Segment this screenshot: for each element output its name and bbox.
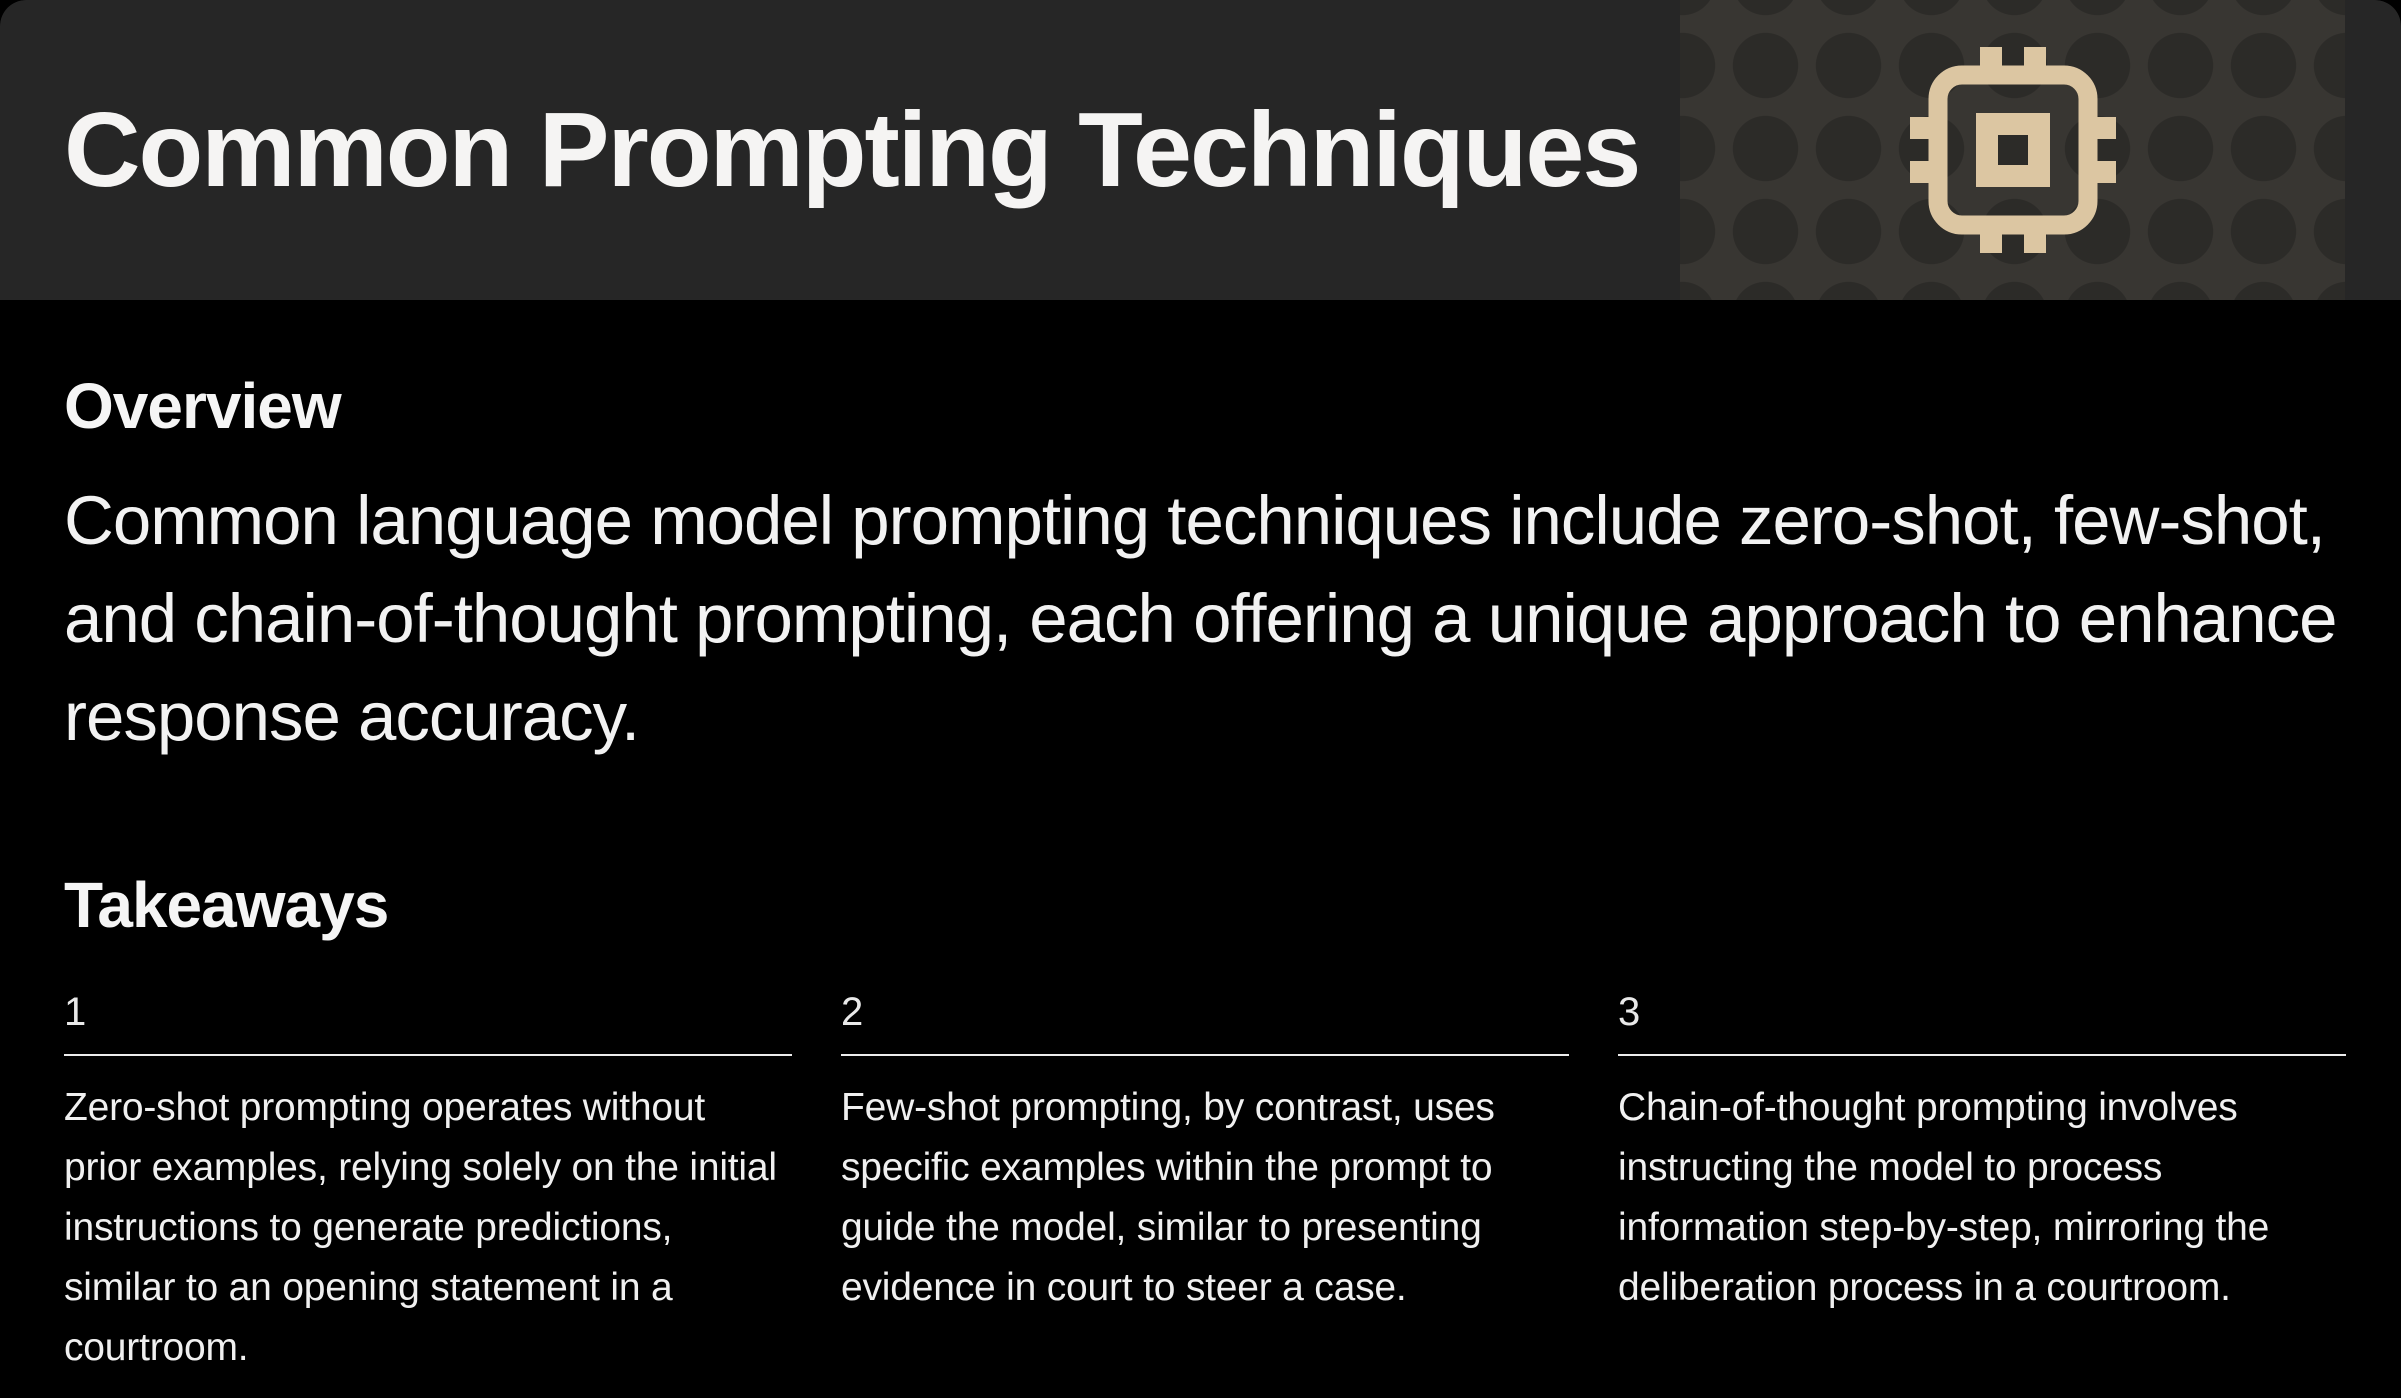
slide-body [0,370,2401,1378]
takeaways-grid [64,992,2346,1378]
takeaways-heading: Takeaways [64,868,389,941]
dotted-pattern-panel [1680,0,2345,300]
takeaway-item-2 [841,992,1569,1378]
page-title: Common Prompting Techniques [64,90,1640,209]
takeaway-number: 1 [64,992,792,1056]
takeaway-number: 3 [1618,992,2346,1056]
takeaway-text: Chain-of-thought prompting involves instructing the model to process information step-by-step, mirroring the deliberation process in a courtroom. [1618,1086,2270,1310]
overview-heading: Overview [64,370,341,442]
header-band [0,0,2401,300]
takeaway-number: 2 [841,992,1569,1056]
takeaway-item-3 [1618,992,2346,1378]
takeaway-text: Few-shot prompting, by contrast, uses specific examples within the prompt to guide the model, similar to presenting evidence in court to steer a case. [841,1086,1495,1310]
overview-paragraph: Common language model prompting techniques include zero-shot, few-shot, and chain-of-thought prompting, each offering a unique approach to enhance response accuracy. [64,481,2337,755]
takeaway-text: Zero-shot prompting operates without prior examples, relying solely on the initial instructions to generate predictions, similar to an opening statement in a courtroom. [64,1086,777,1370]
takeaway-item-1 [64,992,792,1378]
chip-icon [1908,45,2118,255]
